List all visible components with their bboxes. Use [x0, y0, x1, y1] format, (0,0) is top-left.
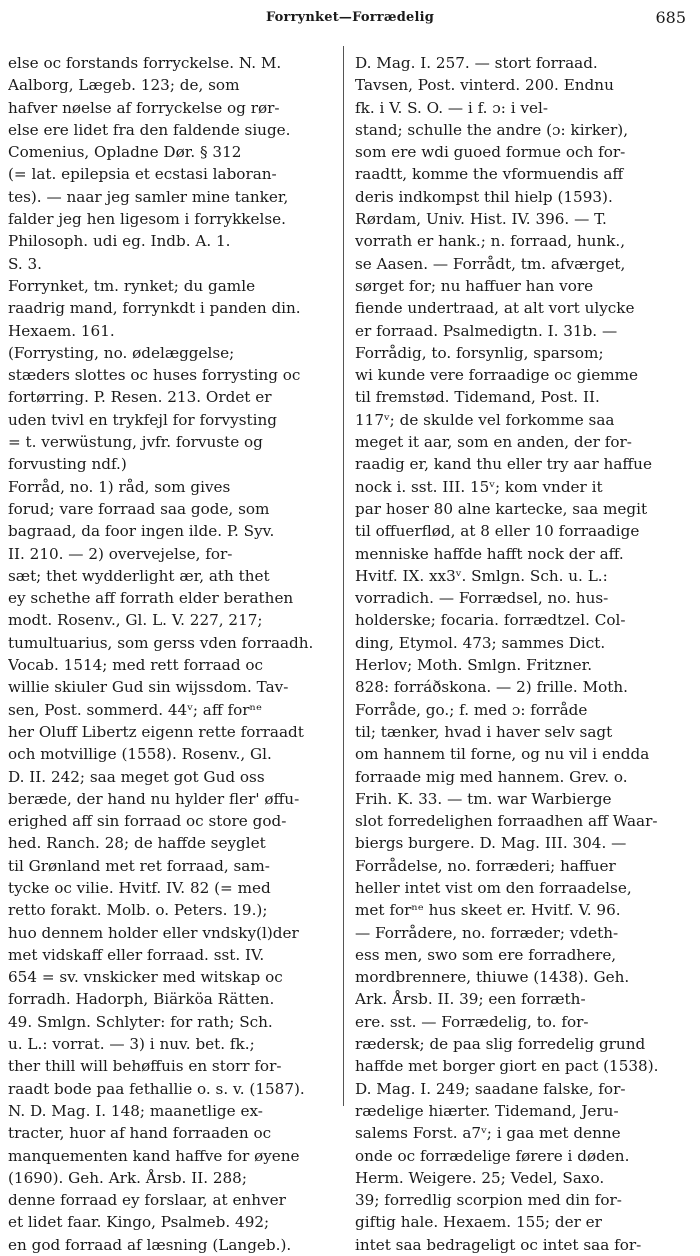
- text-line: tycke oc vilie. Hvitf. IV. 82 (= med: [8, 878, 271, 897]
- text-line: 654 = sv. vnskicker med witskap oc: [8, 968, 283, 987]
- text-line: u. L.: vorrat. — 3) i nuv. bet. fk.;: [8, 1035, 255, 1054]
- text-line: tes). — naar jeg samler mine tanker,: [8, 187, 289, 206]
- text-line: heller intet vist om den forraadelse,: [355, 878, 632, 897]
- text-line: holderske; focaria. forrædtzel. Col-: [355, 611, 626, 630]
- text-line: intet saa bedrageligt oc intet saa for-: [355, 1235, 642, 1254]
- page-number: 685: [655, 8, 686, 27]
- text-line: ther thill will behøffuis en storr for-: [8, 1057, 282, 1076]
- text-line: er forraad. Psalmedigtn. I. 31b. —: [355, 321, 618, 340]
- text-line: tracter, huor af hand forraaden oc: [8, 1124, 272, 1143]
- text-line: modt. Rosenv., Gl. L. V. 227, 217;: [8, 611, 263, 630]
- text-line: haffde met borger giort en pact (1538).: [355, 1057, 659, 1076]
- text-line: 39; forredlig scorpion med din for-: [355, 1191, 622, 1210]
- text-line: rædelige hiærter. Tidemand, Jeru-: [355, 1101, 619, 1120]
- text-line: uden tvivl en trykfejl for forvysting: [8, 410, 277, 429]
- text-line: Herlov; Moth. Smlgn. Fritzner.: [355, 656, 593, 675]
- column-divider: [343, 46, 344, 1106]
- text-line: hed. Ranch. 28; de haffde seyglet: [8, 834, 266, 853]
- text-line: menniske haffde hafft nock der aff.: [355, 544, 624, 563]
- text-line: ere. sst. — Forrædelig, to. for-: [355, 1012, 589, 1031]
- text-line: 828: forráðskona. — 2) frille. Moth.: [355, 678, 628, 697]
- text-line: stand; schulle the andre (ɔ: kirker),: [355, 120, 629, 139]
- text-line: meget it aar, som en anden, der for-: [355, 433, 632, 452]
- right-text-column: [355, 52, 683, 1256]
- text-line: ding, Etymol. 473; sammes Dict.: [355, 633, 606, 652]
- page-header: [0, 0, 700, 40]
- left-text-column: [8, 52, 336, 1256]
- text-line: hafver nøelse af forryckelse og rør-: [8, 98, 280, 117]
- text-line: Hvitf. IX. xx3ᵛ. Smlgn. Sch. u. L.:: [355, 566, 608, 585]
- text-line: wi kunde vere forraadige oc giemme: [355, 366, 638, 385]
- text-line: huo dennem holder eller vndsky(l)der: [8, 923, 299, 942]
- text-line: mordbrennere, thiuwe (1438). Geh.: [355, 968, 630, 987]
- text-line: biergs burgere. D. Mag. III. 304. —: [355, 834, 627, 853]
- text-line: raadtt, komme the vformuendis aff: [355, 165, 624, 184]
- text-line: Forråd, no. 1) råd, som gives: [8, 477, 231, 496]
- text-line: met forⁿᵉ hus skeet er. Hvitf. V. 96.: [355, 901, 621, 920]
- text-line: vorrath er hank.; n. forraad, hunk.,: [355, 232, 626, 251]
- text-line: — Forrådere, no. forræder; vdeth-: [355, 923, 619, 942]
- text-line: Forrådig, to. forsynlig, sparsom;: [355, 343, 604, 362]
- running-head-title: Forrynket—Forrædelig: [265, 10, 435, 25]
- text-line: fiende undertraad, at alt vort ulycke: [355, 299, 635, 318]
- text-line: tumultuarius, som gerss vden forraadh.: [8, 633, 314, 652]
- text-line: raadig er, kand thu eller try aar haffue: [355, 455, 652, 474]
- text-line: Aalborg, Lægeb. 123; de, som: [8, 76, 240, 95]
- text-line: Forråde, go.; f. med ɔ: forråde: [355, 700, 588, 719]
- text-line: nock i. sst. III. 15ᵛ; kom vnder it: [355, 477, 603, 496]
- text-line: sæt; thet wydderlight ær, ath thet: [8, 566, 270, 585]
- text-line: Tavsen, Post. vinterd. 200. Endnu: [355, 76, 614, 95]
- text-line: raadrig mand, forrynkdt i panden din.: [8, 299, 301, 318]
- text-line: fk. i V. S. O. — i f. ɔ: i vel-: [355, 98, 548, 117]
- text-line: til offuerflød, at 8 eller 10 forraadige: [355, 522, 640, 541]
- text-line: S. 3.: [8, 254, 43, 273]
- text-line: som ere wdi guoed formue och for-: [355, 143, 626, 162]
- text-line: Hexaem. 161.: [8, 321, 115, 340]
- text-line: se Aasen. — Forrådt, tm. afværget,: [355, 254, 626, 273]
- text-line: (1690). Geh. Ark. Årsb. II. 288;: [8, 1168, 247, 1187]
- text-line: N. D. Mag. I. 148; maanetlige ex-: [8, 1101, 263, 1120]
- text-line: til fremstød. Tidemand, Post. II.: [355, 388, 600, 407]
- text-line: 49. Smlgn. Schlyter: for rath; Sch.: [8, 1012, 273, 1031]
- text-line: ey schethe aff forrath elder berathen: [8, 589, 294, 608]
- text-line: slot forredelighen forraadhen aff Waar-: [355, 812, 658, 831]
- text-line: Rørdam, Univ. Hist. IV. 396. — T.: [355, 210, 607, 229]
- text-line: willie skiuler Gud sin wijssdom. Tav-: [8, 678, 289, 697]
- text-line: til Grønland met ret forraad, sam-: [8, 856, 270, 875]
- text-line: giftig hale. Hexaem. 155; der er: [355, 1213, 602, 1232]
- text-line: else oc forstands forryckelse. N. M.: [8, 54, 282, 72]
- text-line: stæders slottes oc huses forrysting oc: [8, 366, 301, 385]
- text-line: forvusting ndf.): [8, 455, 127, 474]
- text-line: Philosoph. udi eg. Indb. A. 1.: [8, 232, 231, 251]
- text-line: met vidskaff eller forraad. sst. IV.: [8, 945, 265, 964]
- text-line: denne forraad ey forslaar, at enhver: [8, 1191, 286, 1210]
- text-line: (Forrysting, no. ødelæggelse;: [8, 343, 235, 362]
- text-line: manquementen kand haffve for øyene: [8, 1146, 300, 1165]
- text-line: 117ᵛ; de skulde vel forkomme saa: [355, 410, 615, 429]
- text-line: Forrynket, tm. rynket; du gamle: [8, 276, 256, 295]
- text-line: beræde, der hand nu hylder fler' øffu-: [8, 789, 300, 808]
- text-line: sen, Post. sommerd. 44ᵛ; aff forⁿᵉ: [8, 700, 262, 719]
- text-line: retto forakt. Molb. o. Peters. 19.);: [8, 901, 268, 920]
- text-line: falder jeg hen ligesom i forrykkelse.: [8, 210, 286, 229]
- text-line: raadt bode paa fethallie o. s. v. (1587).: [8, 1079, 305, 1098]
- text-line: Vocab. 1514; med rett forraad oc: [8, 656, 264, 675]
- text-line: deris indkompst thil hielp (1593).: [355, 187, 613, 206]
- text-line: erighed aff sin forraad oc store god-: [8, 812, 287, 831]
- text-line: her Oluff Libertz eigenn rette forraadt: [8, 722, 304, 741]
- text-line: = t. verwüstung, jvfr. forvuste og: [8, 433, 263, 452]
- text-line: D. Mag. I. 249; saadane falske, for-: [355, 1079, 626, 1098]
- text-line: forradh. Hadorph, Biärköa Rätten.: [8, 990, 275, 1009]
- text-line: salems Forst. a7ᵛ; i gaa met denne: [355, 1124, 621, 1143]
- text-line: til; tænker, hvad i haver selv sagt: [355, 722, 613, 741]
- text-line: Forrådelse, no. forræderi; haffuer: [355, 856, 616, 875]
- text-line: om hannem til forne, og nu vil i endda: [355, 745, 650, 764]
- text-line: Comenius, Opladne Dør. § 312: [8, 143, 242, 162]
- text-line: et lidet faar. Kingo, Psalmeb. 492;: [8, 1213, 270, 1232]
- text-line: par hoser 80 alne kartecke, saa megit: [355, 499, 648, 518]
- text-line: rædersk; de paa slig forredelig grund: [355, 1035, 646, 1054]
- text-line: Frih. K. 33. — tm. war Warbierge: [355, 789, 612, 808]
- text-line: Herm. Weigere. 25; Vedel, Saxo.: [355, 1168, 605, 1187]
- text-line: fortørring. P. Resen. 213. Ordet er: [8, 388, 272, 407]
- text-line: II. 210. — 2) overvejelse, for-: [8, 544, 233, 563]
- text-line: vorradich. — Forrædsel, no. hus-: [355, 589, 609, 608]
- text-line: D. Mag. I. 257. — stort forraad.: [355, 54, 598, 72]
- text-line: forraade mig med hannem. Grev. o.: [355, 767, 628, 786]
- text-line: else ere lidet fra den faldende siuge.: [8, 120, 291, 139]
- text-line: sørget for; nu haffuer han vore: [355, 276, 594, 295]
- text-line: onde oc forrædelige førere i døden.: [355, 1146, 630, 1165]
- text-line: Ark. Årsb. II. 39; een forræth-: [355, 990, 586, 1009]
- text-line: och motvillige (1558). Rosenv., Gl.: [8, 745, 272, 764]
- text-line: ess men, swo som ere forradhere,: [355, 945, 617, 964]
- text-line: en god forraad af læsning (Langeb.).: [8, 1235, 292, 1254]
- text-line: forud; vare forraad saa gode, som: [8, 499, 270, 518]
- text-line: bagraad, da foor ingen ilde. P. Syv.: [8, 522, 275, 541]
- text-line: (= lat. epilepsia et ecstasi laboran-: [8, 165, 277, 184]
- text-line: D. II. 242; saa meget got Gud oss: [8, 767, 265, 786]
